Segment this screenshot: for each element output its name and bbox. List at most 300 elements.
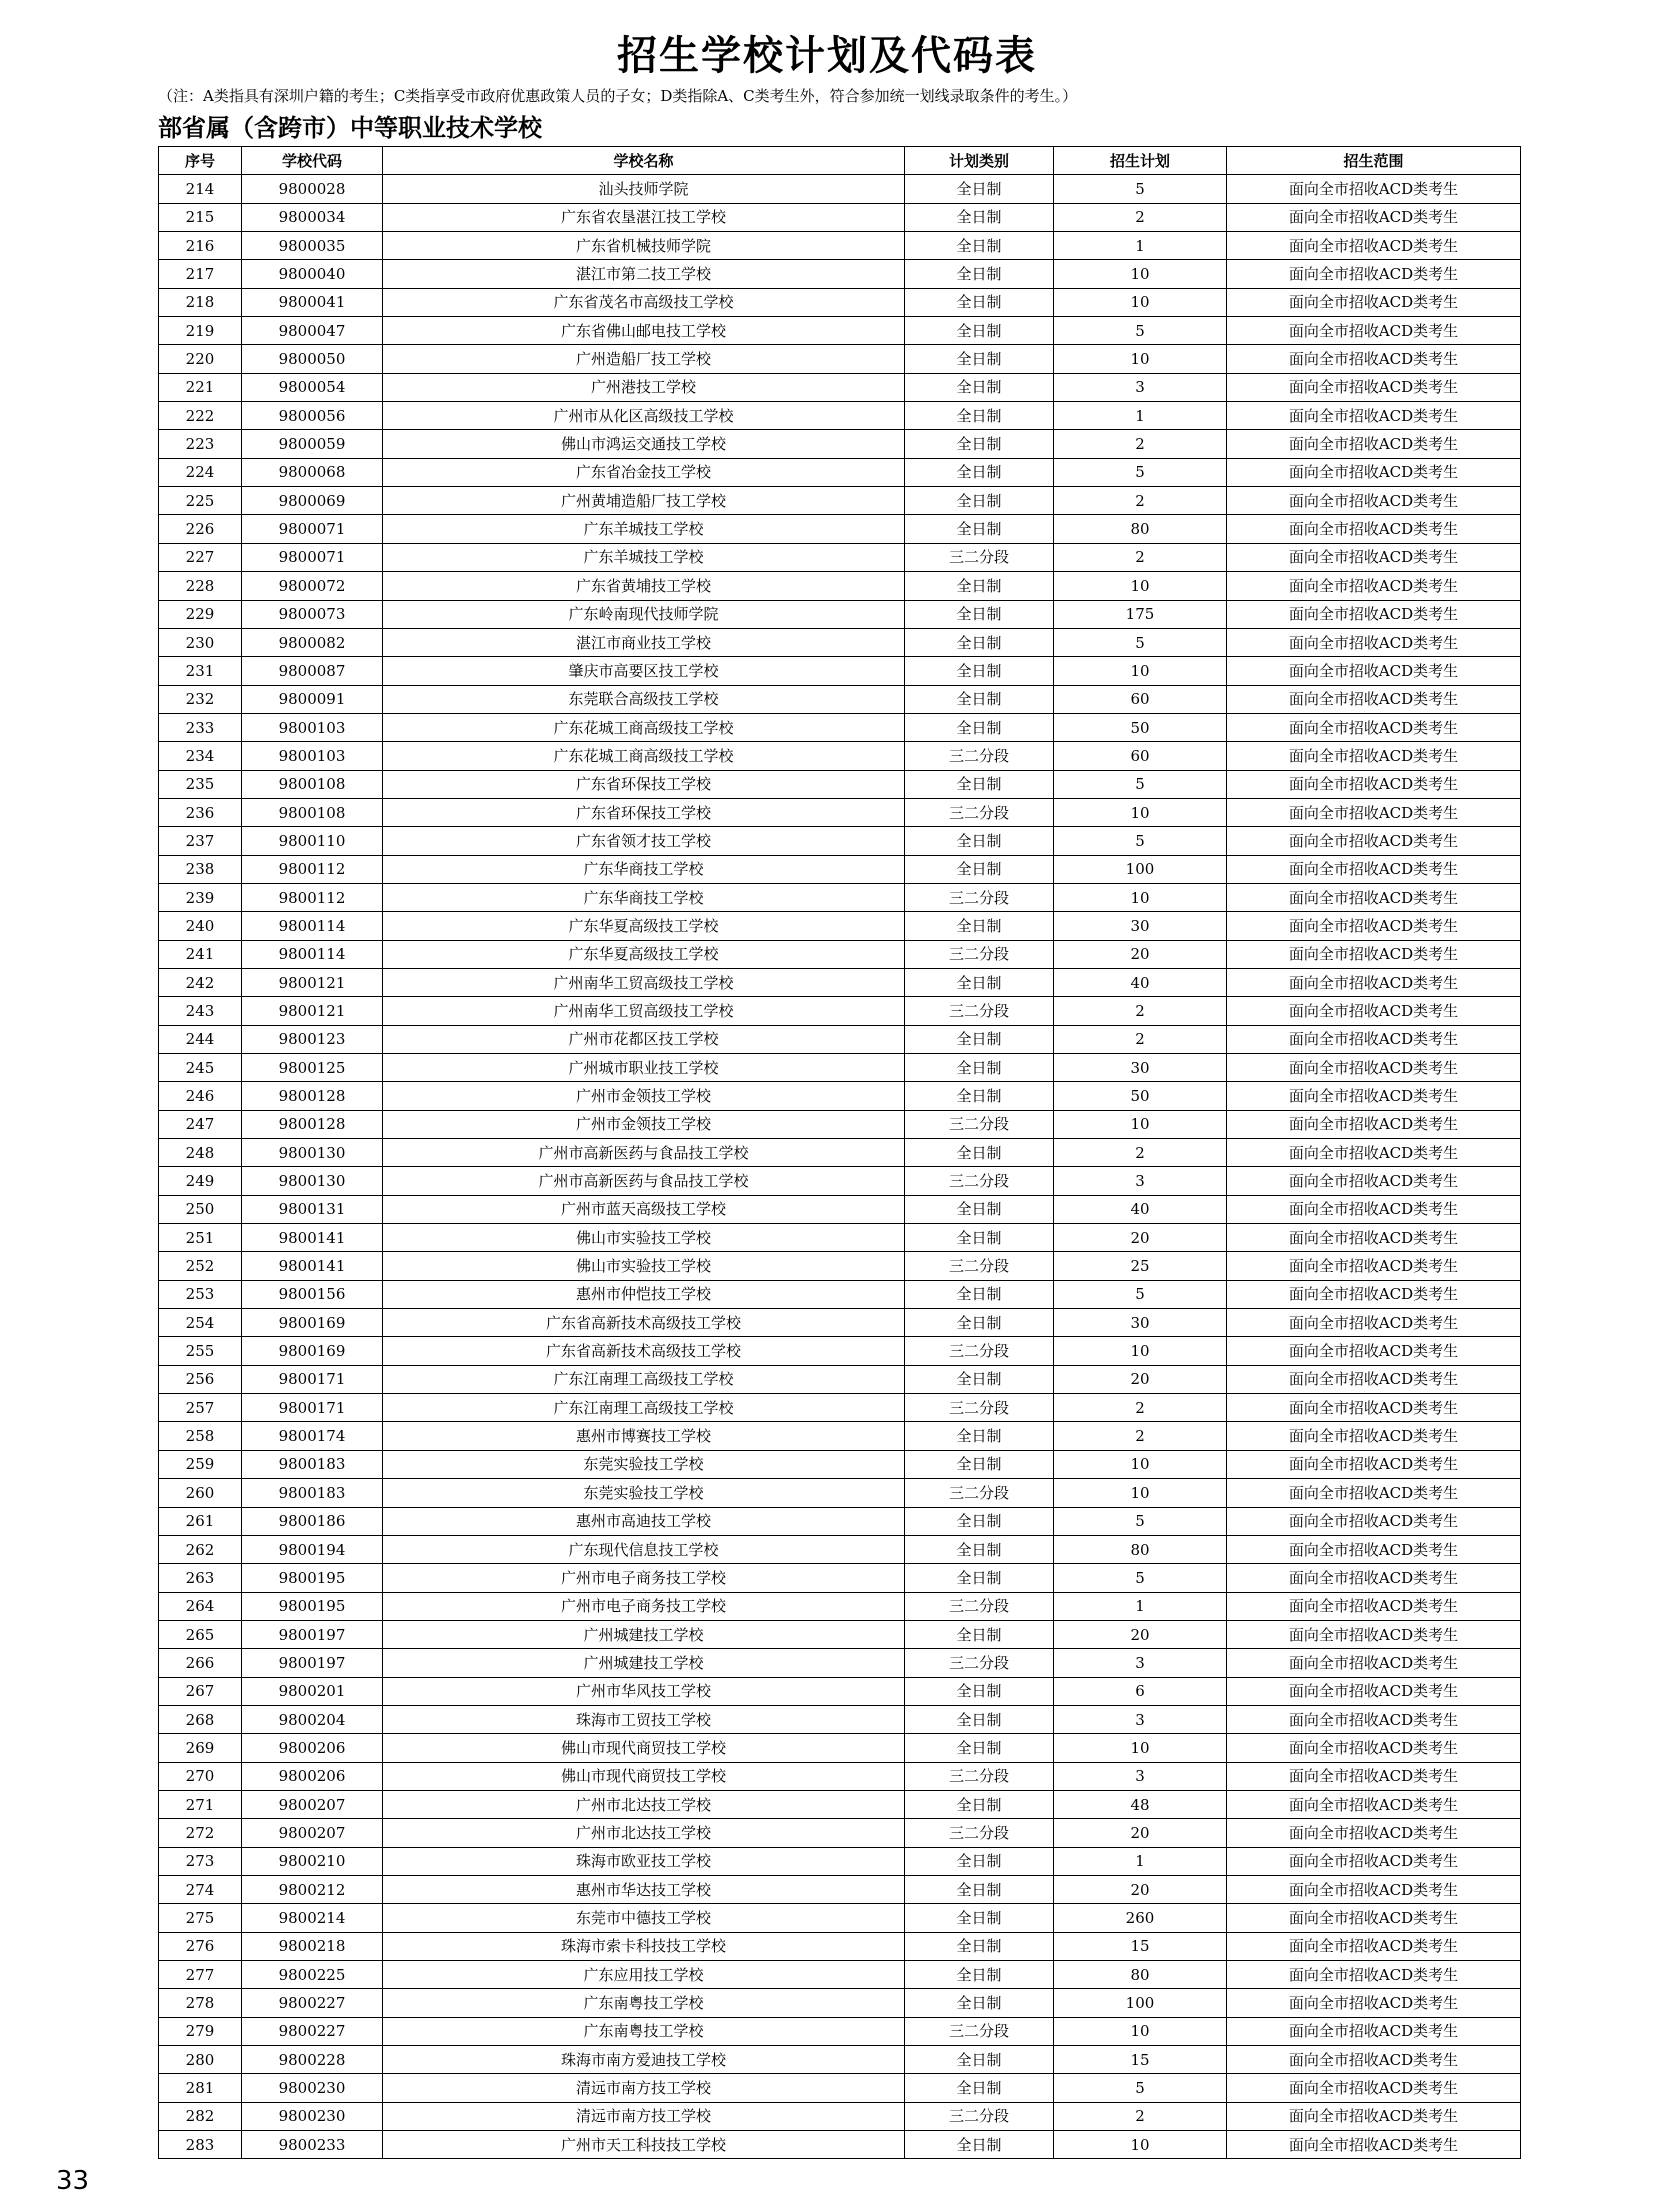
school-code-cell: 9800087 (242, 657, 383, 685)
enrollment-count-cell: 10 (1054, 2017, 1227, 2045)
plan-type-cell: 全日制 (905, 175, 1054, 203)
enrollment-count-cell: 25 (1054, 1252, 1227, 1280)
serial-cell: 252 (159, 1252, 242, 1280)
enrollment-scope-cell: 面向全市招收ACD类考生 (1227, 1252, 1521, 1280)
table-row (159, 1195, 1521, 1223)
school-name-cell: 惠州市高迪技工学校 (383, 1507, 905, 1535)
school-code-cell: 9800128 (242, 1082, 383, 1110)
school-name-cell: 广东华夏高级技工学校 (383, 912, 905, 940)
enrollment-scope-cell: 面向全市招收ACD类考生 (1227, 1224, 1521, 1252)
school-name-cell: 广东羊城技工学校 (383, 543, 905, 571)
school-name-cell: 广东省茂名市高级技工学校 (383, 288, 905, 316)
plan-type-cell: 全日制 (905, 1620, 1054, 1648)
school-code-cell: 9800071 (242, 543, 383, 571)
table-row (159, 1932, 1521, 1960)
enrollment-count-cell: 20 (1054, 1875, 1227, 1903)
enrollment-count-cell: 20 (1054, 1224, 1227, 1252)
enrollment-count-cell: 30 (1054, 912, 1227, 940)
serial-cell: 238 (159, 855, 242, 883)
school-code-cell: 9800227 (242, 2017, 383, 2045)
enrollment-count-cell: 2 (1054, 543, 1227, 571)
table-row (159, 713, 1521, 741)
school-name-cell: 广州市金领技工学校 (383, 1082, 905, 1110)
table-row (159, 1790, 1521, 1818)
serial-cell: 254 (159, 1309, 242, 1337)
serial-cell: 232 (159, 685, 242, 713)
enrollment-count-cell: 30 (1054, 1309, 1227, 1337)
plan-type-cell: 全日制 (905, 1450, 1054, 1478)
school-code-cell: 9800103 (242, 713, 383, 741)
enrollment-scope-cell: 面向全市招收ACD类考生 (1227, 260, 1521, 288)
school-code-cell: 9800171 (242, 1394, 383, 1422)
enrollment-scope-cell: 面向全市招收ACD类考生 (1227, 883, 1521, 911)
enrollment-count-cell: 100 (1054, 855, 1227, 883)
table-row (159, 430, 1521, 458)
school-code-cell: 9800073 (242, 600, 383, 628)
plan-type-cell: 三二分段 (905, 798, 1054, 826)
serial-cell: 271 (159, 1790, 242, 1818)
school-name-cell: 清远市南方技工学校 (383, 2102, 905, 2130)
table-row (159, 1649, 1521, 1677)
school-name-cell: 广东省农垦湛江技工学校 (383, 203, 905, 231)
enrollment-count-cell: 10 (1054, 798, 1227, 826)
enrollment-count-cell: 1 (1054, 1847, 1227, 1875)
table-row (159, 770, 1521, 798)
school-code-cell: 9800204 (242, 1705, 383, 1733)
plan-type-cell: 三二分段 (905, 2102, 1054, 2130)
enrollment-scope-cell: 面向全市招收ACD类考生 (1227, 1847, 1521, 1875)
school-code-cell: 9800210 (242, 1847, 383, 1875)
enrollment-scope-cell: 面向全市招收ACD类考生 (1227, 1592, 1521, 1620)
serial-cell: 255 (159, 1337, 242, 1365)
enrollment-count-cell: 10 (1054, 1734, 1227, 1762)
enrollment-count-cell: 10 (1054, 1479, 1227, 1507)
school-code-cell: 9800123 (242, 1025, 383, 1053)
enrollment-scope-cell: 面向全市招收ACD类考生 (1227, 1677, 1521, 1705)
table-row (159, 657, 1521, 685)
table-row (159, 1847, 1521, 1875)
school-name-cell: 珠海市南方爱迪技工学校 (383, 2046, 905, 2074)
enrollment-scope-cell: 面向全市招收ACD类考生 (1227, 1932, 1521, 1960)
school-name-cell: 广东华夏高级技工学校 (383, 940, 905, 968)
serial-cell: 256 (159, 1365, 242, 1393)
table-row (159, 2131, 1521, 2159)
school-name-cell: 佛山市现代商贸技工学校 (383, 1762, 905, 1790)
school-code-cell: 9800186 (242, 1507, 383, 1535)
enrollment-scope-cell: 面向全市招收ACD类考生 (1227, 1054, 1521, 1082)
enrollment-count-cell: 5 (1054, 628, 1227, 656)
enrollment-scope-cell: 面向全市招收ACD类考生 (1227, 1875, 1521, 1903)
enrollment-scope-cell: 面向全市招收ACD类考生 (1227, 2074, 1521, 2102)
table-row (159, 1677, 1521, 1705)
serial-cell: 250 (159, 1195, 242, 1223)
plan-type-cell: 全日制 (905, 203, 1054, 231)
school-code-cell: 9800171 (242, 1365, 383, 1393)
category-note: （注：A类指具有深圳户籍的考生；C类指享受市政府优惠政策人员的子女；D类指除A、C类考生外，符合参加统一划线录取条件的考生。） (158, 87, 1078, 105)
plan-type-cell: 三二分段 (905, 742, 1054, 770)
school-code-cell: 9800169 (242, 1309, 383, 1337)
serial-cell: 228 (159, 572, 242, 600)
plan-type-cell: 全日制 (905, 628, 1054, 656)
serial-cell: 247 (159, 1110, 242, 1138)
enrollment-scope-cell: 面向全市招收ACD类考生 (1227, 543, 1521, 571)
school-name-cell: 佛山市现代商贸技工学校 (383, 1734, 905, 1762)
enrollment-count-cell: 5 (1054, 827, 1227, 855)
enrollment-scope-cell: 面向全市招收ACD类考生 (1227, 1337, 1521, 1365)
serial-cell: 282 (159, 2102, 242, 2130)
enrollment-count-cell: 1 (1054, 402, 1227, 430)
school-name-cell: 广东南粤技工学校 (383, 1989, 905, 2017)
table-row (159, 232, 1521, 260)
table-row (159, 1507, 1521, 1535)
school-name-cell: 广州港技工学校 (383, 373, 905, 401)
plan-type-cell: 全日制 (905, 487, 1054, 515)
table-row (159, 1365, 1521, 1393)
table-row (159, 487, 1521, 515)
serial-cell: 236 (159, 798, 242, 826)
enrollment-count-cell: 10 (1054, 260, 1227, 288)
school-code-cell: 9800130 (242, 1167, 383, 1195)
school-code-cell: 9800128 (242, 1110, 383, 1138)
enrollment-count-cell: 2 (1054, 430, 1227, 458)
serial-cell: 220 (159, 345, 242, 373)
school-code-cell: 9800207 (242, 1819, 383, 1847)
enrollment-count-cell: 10 (1054, 657, 1227, 685)
enrollment-scope-cell: 面向全市招收ACD类考生 (1227, 402, 1521, 430)
plan-type-cell: 全日制 (905, 1535, 1054, 1563)
plan-type-cell: 全日制 (905, 1734, 1054, 1762)
plan-type-cell: 全日制 (905, 968, 1054, 996)
plan-type-cell: 三二分段 (905, 1337, 1054, 1365)
serial-cell: 229 (159, 600, 242, 628)
table-row (159, 997, 1521, 1025)
serial-cell: 244 (159, 1025, 242, 1053)
table-row (159, 798, 1521, 826)
enrollment-count-cell: 40 (1054, 968, 1227, 996)
serial-cell: 280 (159, 2046, 242, 2074)
plan-type-cell: 全日制 (905, 1082, 1054, 1110)
table-body (159, 175, 1521, 2159)
page-title: 招生学校计划及代码表 (617, 33, 1037, 79)
plan-type-cell: 全日制 (905, 1054, 1054, 1082)
school-code-cell: 9800174 (242, 1422, 383, 1450)
plan-type-cell: 全日制 (905, 1677, 1054, 1705)
enrollment-plan-table (158, 146, 1521, 2159)
table-row (159, 1875, 1521, 1903)
serial-cell: 260 (159, 1479, 242, 1507)
plan-type-cell: 三二分段 (905, 1252, 1054, 1280)
enrollment-scope-cell: 面向全市招收ACD类考生 (1227, 657, 1521, 685)
plan-type-cell: 全日制 (905, 1564, 1054, 1592)
column-header-serial: 序号 (159, 147, 242, 175)
serial-cell: 243 (159, 997, 242, 1025)
plan-type-cell: 全日制 (905, 770, 1054, 798)
column-header-enrollment-count: 招生计划 (1054, 147, 1227, 175)
serial-cell: 261 (159, 1507, 242, 1535)
school-code-cell: 9800041 (242, 288, 383, 316)
enrollment-scope-cell: 面向全市招收ACD类考生 (1227, 2017, 1521, 2045)
table-row (159, 1025, 1521, 1053)
school-code-cell: 9800103 (242, 742, 383, 770)
enrollment-scope-cell: 面向全市招收ACD类考生 (1227, 713, 1521, 741)
enrollment-scope-cell: 面向全市招收ACD类考生 (1227, 940, 1521, 968)
school-code-cell: 9800110 (242, 827, 383, 855)
plan-type-cell: 全日制 (905, 232, 1054, 260)
serial-cell: 265 (159, 1620, 242, 1648)
table-row (159, 1110, 1521, 1138)
serial-cell: 258 (159, 1422, 242, 1450)
plan-type-cell: 三二分段 (905, 543, 1054, 571)
serial-cell: 267 (159, 1677, 242, 1705)
serial-cell: 234 (159, 742, 242, 770)
school-code-cell: 9800091 (242, 685, 383, 713)
plan-type-cell: 三二分段 (905, 1762, 1054, 1790)
serial-cell: 283 (159, 2131, 242, 2159)
enrollment-count-cell: 2 (1054, 203, 1227, 231)
serial-cell: 219 (159, 317, 242, 345)
serial-cell: 240 (159, 912, 242, 940)
school-name-cell: 广州市北达技工学校 (383, 1790, 905, 1818)
enrollment-count-cell: 60 (1054, 742, 1227, 770)
enrollment-scope-cell: 面向全市招收ACD类考生 (1227, 175, 1521, 203)
school-name-cell: 广州造船厂技工学校 (383, 345, 905, 373)
school-code-cell: 9800218 (242, 1932, 383, 1960)
enrollment-count-cell: 80 (1054, 515, 1227, 543)
serial-cell: 217 (159, 260, 242, 288)
serial-cell: 262 (159, 1535, 242, 1563)
school-code-cell: 9800195 (242, 1564, 383, 1592)
serial-cell: 275 (159, 1904, 242, 1932)
serial-cell: 214 (159, 175, 242, 203)
school-name-cell: 东莞实验技工学校 (383, 1479, 905, 1507)
serial-cell: 257 (159, 1394, 242, 1422)
serial-cell: 225 (159, 487, 242, 515)
serial-cell: 270 (159, 1762, 242, 1790)
table-row (159, 1989, 1521, 2017)
plan-type-cell: 全日制 (905, 1309, 1054, 1337)
enrollment-count-cell: 5 (1054, 458, 1227, 486)
plan-type-cell: 全日制 (905, 515, 1054, 543)
table-row (159, 968, 1521, 996)
school-code-cell: 9800197 (242, 1649, 383, 1677)
table-row (159, 940, 1521, 968)
plan-type-cell: 三二分段 (905, 1110, 1054, 1138)
school-code-cell: 9800228 (242, 2046, 383, 2074)
school-name-cell: 广东华商技工学校 (383, 883, 905, 911)
table-row (159, 883, 1521, 911)
enrollment-scope-cell: 面向全市招收ACD类考生 (1227, 572, 1521, 600)
enrollment-scope-cell: 面向全市招收ACD类考生 (1227, 968, 1521, 996)
table-row (159, 1961, 1521, 1989)
plan-type-cell: 全日制 (905, 373, 1054, 401)
school-name-cell: 佛山市实验技工学校 (383, 1224, 905, 1252)
serial-cell: 215 (159, 203, 242, 231)
plan-type-cell: 全日制 (905, 1025, 1054, 1053)
enrollment-count-cell: 3 (1054, 373, 1227, 401)
enrollment-count-cell: 10 (1054, 1110, 1227, 1138)
school-name-cell: 汕头技师学院 (383, 175, 905, 203)
school-code-cell: 9800207 (242, 1790, 383, 1818)
enrollment-scope-cell: 面向全市招收ACD类考生 (1227, 1422, 1521, 1450)
school-code-cell: 9800183 (242, 1450, 383, 1478)
school-code-cell: 9800059 (242, 430, 383, 458)
serial-cell: 224 (159, 458, 242, 486)
enrollment-scope-cell: 面向全市招收ACD类考生 (1227, 1734, 1521, 1762)
school-code-cell: 9800108 (242, 798, 383, 826)
table-row (159, 1337, 1521, 1365)
serial-cell: 263 (159, 1564, 242, 1592)
table-row (159, 2046, 1521, 2074)
plan-type-cell: 全日制 (905, 288, 1054, 316)
plan-type-cell: 全日制 (905, 317, 1054, 345)
school-code-cell: 9800201 (242, 1677, 383, 1705)
enrollment-count-cell: 5 (1054, 175, 1227, 203)
enrollment-scope-cell: 面向全市招收ACD类考生 (1227, 1564, 1521, 1592)
plan-type-cell: 三二分段 (905, 1819, 1054, 1847)
school-code-cell: 9800050 (242, 345, 383, 373)
enrollment-scope-cell: 面向全市招收ACD类考生 (1227, 770, 1521, 798)
enrollment-scope-cell: 面向全市招收ACD类考生 (1227, 1082, 1521, 1110)
school-code-cell: 9800206 (242, 1734, 383, 1762)
serial-cell: 277 (159, 1961, 242, 1989)
serial-cell: 227 (159, 543, 242, 571)
enrollment-scope-cell: 面向全市招收ACD类考生 (1227, 1705, 1521, 1733)
plan-type-cell: 全日制 (905, 1139, 1054, 1167)
school-name-cell: 广东岭南现代技师学院 (383, 600, 905, 628)
school-name-cell: 广州市高新医药与食品技工学校 (383, 1167, 905, 1195)
school-name-cell: 广州市蓝天高级技工学校 (383, 1195, 905, 1223)
school-code-cell: 9800225 (242, 1961, 383, 1989)
enrollment-count-cell: 20 (1054, 1620, 1227, 1648)
plan-type-cell: 全日制 (905, 657, 1054, 685)
school-name-cell: 广东省高新技术高级技工学校 (383, 1309, 905, 1337)
school-name-cell: 广东省黄埔技工学校 (383, 572, 905, 600)
enrollment-count-cell: 260 (1054, 1904, 1227, 1932)
table-row (159, 203, 1521, 231)
serial-cell: 273 (159, 1847, 242, 1875)
school-name-cell: 广东应用技工学校 (383, 1961, 905, 1989)
school-name-cell: 广州南华工贸高级技工学校 (383, 968, 905, 996)
enrollment-count-cell: 20 (1054, 940, 1227, 968)
serial-cell: 264 (159, 1592, 242, 1620)
table-row (159, 1734, 1521, 1762)
table-header-row (159, 147, 1521, 175)
column-header-school-code: 学校代码 (242, 147, 383, 175)
enrollment-count-cell: 3 (1054, 1762, 1227, 1790)
table-row (159, 2074, 1521, 2102)
enrollment-count-cell: 10 (1054, 1450, 1227, 1478)
table-row (159, 175, 1521, 203)
serial-cell: 259 (159, 1450, 242, 1478)
enrollment-count-cell: 2 (1054, 1139, 1227, 1167)
plan-type-cell: 全日制 (905, 1195, 1054, 1223)
school-code-cell: 9800212 (242, 1875, 383, 1903)
plan-type-cell: 全日制 (905, 912, 1054, 940)
school-name-cell: 广东华商技工学校 (383, 855, 905, 883)
table-row (159, 1564, 1521, 1592)
school-code-cell: 9800233 (242, 2131, 383, 2159)
school-name-cell: 广东省机械技师学院 (383, 232, 905, 260)
serial-cell: 222 (159, 402, 242, 430)
enrollment-scope-cell: 面向全市招收ACD类考生 (1227, 1762, 1521, 1790)
school-name-cell: 广东现代信息技工学校 (383, 1535, 905, 1563)
enrollment-scope-cell: 面向全市招收ACD类考生 (1227, 1479, 1521, 1507)
school-name-cell: 广州南华工贸高级技工学校 (383, 997, 905, 1025)
school-code-cell: 9800047 (242, 317, 383, 345)
table-row (159, 1082, 1521, 1110)
enrollment-scope-cell: 面向全市招收ACD类考生 (1227, 1110, 1521, 1138)
enrollment-scope-cell: 面向全市招收ACD类考生 (1227, 628, 1521, 656)
school-name-cell: 广东省环保技工学校 (383, 770, 905, 798)
table-row (159, 1535, 1521, 1563)
school-name-cell: 广州市电子商务技工学校 (383, 1592, 905, 1620)
serial-cell: 253 (159, 1280, 242, 1308)
enrollment-count-cell: 2 (1054, 1422, 1227, 1450)
plan-type-cell: 三二分段 (905, 2017, 1054, 2045)
enrollment-count-cell: 5 (1054, 1564, 1227, 1592)
plan-type-cell: 三二分段 (905, 1394, 1054, 1422)
enrollment-count-cell: 10 (1054, 1337, 1227, 1365)
plan-type-cell: 全日制 (905, 1705, 1054, 1733)
table-row (159, 1705, 1521, 1733)
plan-type-cell: 全日制 (905, 855, 1054, 883)
school-code-cell: 9800054 (242, 373, 383, 401)
school-name-cell: 广东江南理工高级技工学校 (383, 1365, 905, 1393)
plan-type-cell: 全日制 (905, 1932, 1054, 1960)
school-code-cell: 9800071 (242, 515, 383, 543)
plan-type-cell: 三二分段 (905, 1167, 1054, 1195)
column-header-enrollment-scope: 招生范围 (1227, 147, 1521, 175)
serial-cell: 249 (159, 1167, 242, 1195)
section-title: 部省属（含跨市）中等职业技术学校 (158, 114, 542, 142)
serial-cell: 251 (159, 1224, 242, 1252)
enrollment-scope-cell: 面向全市招收ACD类考生 (1227, 742, 1521, 770)
enrollment-count-cell: 10 (1054, 345, 1227, 373)
serial-cell: 216 (159, 232, 242, 260)
serial-cell: 239 (159, 883, 242, 911)
enrollment-count-cell: 5 (1054, 2074, 1227, 2102)
school-name-cell: 惠州市华达技工学校 (383, 1875, 905, 1903)
enrollment-scope-cell: 面向全市招收ACD类考生 (1227, 232, 1521, 260)
column-header-school-name: 学校名称 (383, 147, 905, 175)
enrollment-scope-cell: 面向全市招收ACD类考生 (1227, 1790, 1521, 1818)
table-row (159, 1592, 1521, 1620)
school-code-cell: 9800068 (242, 458, 383, 486)
table-row (159, 1224, 1521, 1252)
table-row (159, 288, 1521, 316)
school-code-cell: 9800082 (242, 628, 383, 656)
school-name-cell: 广东花城工商高级技工学校 (383, 713, 905, 741)
school-code-cell: 9800169 (242, 1337, 383, 1365)
school-code-cell: 9800130 (242, 1139, 383, 1167)
school-code-cell: 9800156 (242, 1280, 383, 1308)
table-row (159, 260, 1521, 288)
school-code-cell: 9800131 (242, 1195, 383, 1223)
enrollment-scope-cell: 面向全市招收ACD类考生 (1227, 203, 1521, 231)
enrollment-count-cell: 10 (1054, 883, 1227, 911)
school-code-cell: 9800034 (242, 203, 383, 231)
school-code-cell: 9800069 (242, 487, 383, 515)
table-row (159, 1252, 1521, 1280)
school-code-cell: 9800141 (242, 1224, 383, 1252)
table-row (159, 1054, 1521, 1082)
enrollment-count-cell: 6 (1054, 1677, 1227, 1705)
enrollment-scope-cell: 面向全市招收ACD类考生 (1227, 855, 1521, 883)
plan-type-cell: 全日制 (905, 1224, 1054, 1252)
enrollment-count-cell: 10 (1054, 572, 1227, 600)
table-row (159, 1450, 1521, 1478)
serial-cell: 237 (159, 827, 242, 855)
